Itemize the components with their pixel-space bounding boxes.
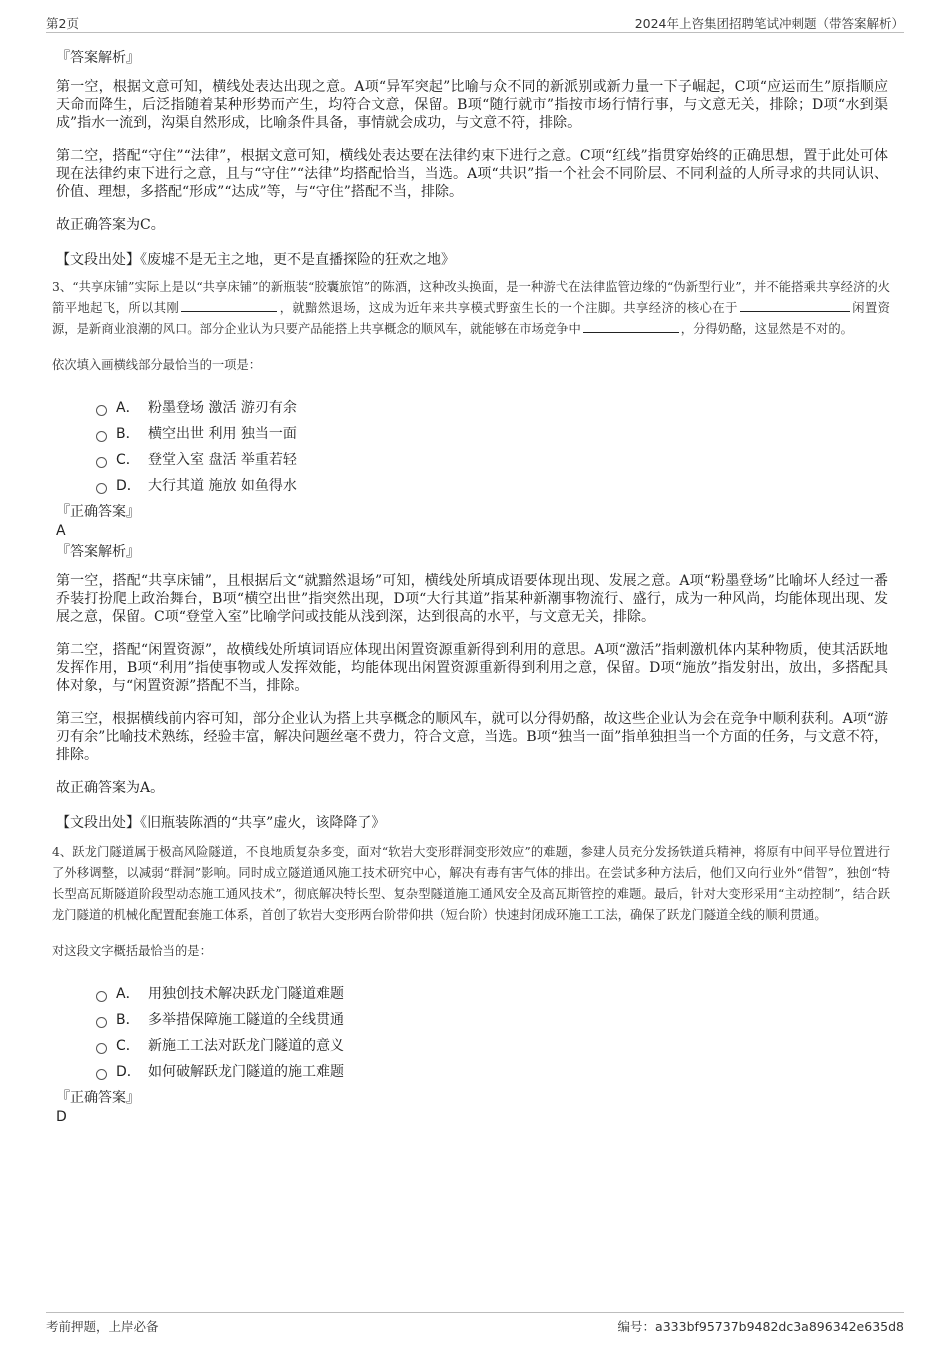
option-letter: C．: [116, 452, 140, 468]
q3-text-part3: 闲置资源，是新商业浪潮的风口。部分企业认为只要产品能搭上共享概念的顺风车，就能够在市场竞争中: [52, 301, 890, 336]
q4-option-b[interactable]: [96, 1006, 892, 1032]
q4-question: 4、跃龙门隧道属于极高风险隧道，不良地质复杂多变，面对“软岩大变形群洞变形效应”的难题，参建人员充分发扬铁道兵精神，将原有中间平导位置进行了外移调整，以减弱“群洞”影响。同时成立隧道通风施工技术研究中心，解决有毒有害气体的排出。在尝试多种方法后，他们又向行业外“借智”，独创“特长型高瓦斯隧道阶段型动态施工通风技术”，彻底解决特长型、复杂型隧道施工通风安全及高瓦斯管控的难题。最后，针对大变形采用“主动控制”，结合跃龙门隧道的机械化配置配套施工体系，首创了软岩大变形两台阶带仰拱（短台阶）快速封闭成环施工工法，确保了跃龙门隧道全线的顺利贯通。: [52, 845, 890, 922]
q3-text-part1: 3、“共享床铺”实际上是以“共享床铺”的新瓶装“胶囊旅馆”的陈酒，这种改头换面，是一种游弋在法律监管边缘的“伪新型行业”，并不能搭乘共享经济的火箭平地起飞，所以其刚: [52, 280, 890, 315]
radio-icon[interactable]: [96, 1017, 107, 1028]
option-letter: A．: [116, 986, 140, 1002]
q3-option-c[interactable]: [96, 446, 892, 472]
q3-option-a[interactable]: [96, 394, 892, 420]
option-letter: C．: [116, 1038, 140, 1054]
q3-analysis-p3: 第三空，根据横线前内容可知，部分企业认为搭上共享概念的顺风车，就可以分得奶酪，故这些企业认为会在竞争中顺利获利。A项“游刃有余”比喻技术熟练，经验丰富，解决问题丝毫不费力，符合文意，当选。B项“独当一面”指单独担当一个方面的任务，与文意不符，排除。: [56, 711, 888, 763]
radio-icon[interactable]: [96, 405, 107, 416]
q4-option-d[interactable]: [96, 1058, 892, 1084]
page-footer: [46, 1312, 904, 1335]
q4-answer-label: 『正确答案』: [56, 1090, 140, 1106]
q4-option-c[interactable]: [96, 1032, 892, 1058]
option-text: 用独创技术解决跃龙门隧道难题: [148, 986, 344, 1002]
q3-option-d[interactable]: [96, 472, 892, 498]
option-text: 粉墨登场 激活 游刃有余: [148, 400, 297, 416]
footer-slogan: 考前押题，上岸必备: [46, 1319, 159, 1334]
radio-icon[interactable]: [96, 1043, 107, 1054]
q3-answer: A: [56, 523, 66, 539]
q2-analysis-label: 『答案解析』: [56, 50, 140, 66]
q4-answer: D: [56, 1109, 67, 1125]
radio-icon[interactable]: [96, 431, 107, 442]
option-letter: B．: [116, 1012, 140, 1028]
radio-icon[interactable]: [96, 483, 107, 494]
document-id: 编号：a333bf95737b9482dc3a896342e635d8: [617, 1319, 904, 1334]
option-text: 登堂入室 盘活 举重若轻: [148, 452, 297, 468]
q3-answer-label: 『正确答案』: [56, 504, 140, 520]
option-text: 多举措保障施工隧道的全线贯通: [148, 1012, 344, 1028]
q3-source: 【文段出处】《旧瓶装陈酒的“共享”虚火，该降降了》: [56, 815, 386, 831]
option-text: 新施工工法对跃龙门隧道的意义: [148, 1038, 344, 1054]
q2-analysis-p1: 第一空，根据文意可知，横线处表达出现之意。A项“异军突起”比喻与众不同的新派别或新力量一下子崛起，C项“应运而生”原指顺应天命而降生，后泛指随着某种形势而产生，均符合文意，保留。B项“随行就市”指按市场行情行事，与文意无关，排除；D项“水到渠成”指水一流到，沟渠自然形成，比喻条件具备，事情就会成功，与文意不符，排除。: [56, 79, 888, 131]
q4-prompt: 对这段文字概括最恰当的是：: [52, 944, 212, 958]
q4-options: [96, 980, 892, 1084]
q2-analysis-p2: 第二空，搭配“守住”“法律”，根据文意可知，横线处表达要在法律约束下进行之意。C项“红线”指贯穿始终的正确思想，置于此处可体现在法律约束下进行之意，且与“守住”“法律”均搭配恰当，当选。A项“共识”指一个社会不同阶层、不同利益的人所寻求的共同认识、价值、理想，多搭配“形成”“达成”等，与“守住”搭配不当，排除。: [56, 148, 888, 200]
q3-blank-3: [583, 320, 679, 333]
page-number: 第2页: [46, 16, 79, 31]
page-header: [46, 14, 904, 33]
q3-question: [52, 277, 890, 340]
radio-icon[interactable]: [96, 1069, 107, 1080]
q3-blank-1: [181, 299, 277, 312]
q3-blank-2: [740, 299, 850, 312]
option-letter: A．: [116, 400, 140, 416]
option-letter: D．: [116, 478, 141, 494]
q2-source: 【文段出处】《废墟不是无主之地，更不是直播探险的狂欢之地》: [56, 252, 455, 268]
option-text: 如何破解跃龙门隧道的施工难题: [148, 1064, 344, 1080]
option-text: 横空出世 利用 独当一面: [148, 426, 297, 442]
option-text: 大行其道 施放 如鱼得水: [148, 478, 297, 494]
q3-analysis-label: 『答案解析』: [56, 544, 140, 560]
option-letter: B．: [116, 426, 140, 442]
q3-options: [96, 394, 892, 498]
q3-prompt: 依次填入画横线部分最恰当的一项是：: [52, 358, 262, 372]
option-letter: D．: [116, 1064, 141, 1080]
q2-conclusion: 故正确答案为C。: [56, 217, 165, 233]
page-content: [50, 42, 892, 1126]
radio-icon[interactable]: [96, 457, 107, 468]
q3-analysis-p1: 第一空，搭配“共享床铺”，且根据后文“就黯然退场”可知，横线处所填成语要体现出现、发展之意。A项“粉墨登场”比喻坏人经过一番乔装打扮爬上政治舞台，B项“横空出世”指突然出现，D项“大行其道”指某种新潮事物流行、盛行，成为一种风尚，均能体现出现、发展之意，保留。C项“登堂入室”比喻学问或技能从浅到深，达到很高的水平，与文意无关，排除。: [56, 573, 888, 625]
q3-text-part2: ，就黯然退场，这成为近年来共享模式野蛮生长的一个注脚。共享经济的核心在于: [279, 301, 738, 315]
radio-icon[interactable]: [96, 991, 107, 1002]
q3-conclusion: 故正确答案为A。: [56, 780, 165, 796]
q3-analysis-p2: 第二空，搭配“闲置资源”，故横线处所填词语应体现出闲置资源重新得到利用的意思。A项“激活”指刺激机体内某种物质，使其活跃地发挥作用，B项“利用”指使事物或人发挥效能，均能体现出闲置资源重新得到利用之意，保留。D项“施放”指发射出，放出，多搭配具体对象，与“闲置资源”搭配不当，排除。: [56, 642, 888, 694]
document-title: 2024年上咨集团招聘笔试冲刺题（带答案解析）: [634, 16, 904, 31]
q3-text-part4: ，分得奶酪，这显然是不对的。: [680, 322, 853, 336]
q4-option-a[interactable]: [96, 980, 892, 1006]
q3-option-b[interactable]: [96, 420, 892, 446]
